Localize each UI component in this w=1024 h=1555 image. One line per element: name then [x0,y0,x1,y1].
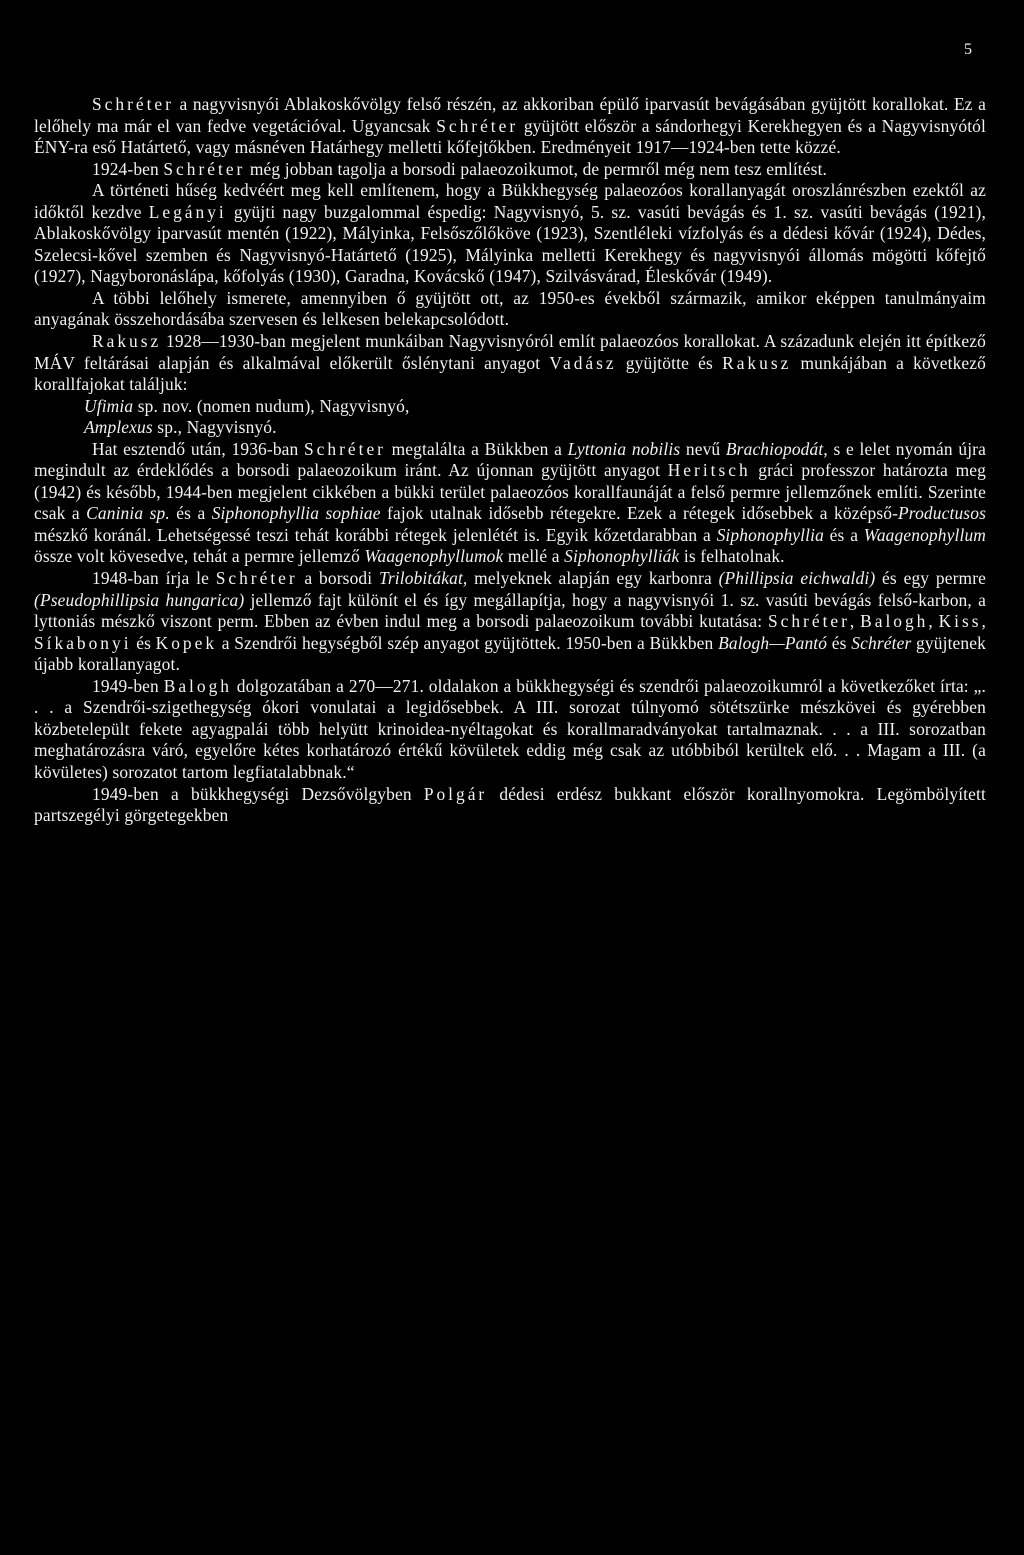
text-run: , [928,611,939,632]
text-run: megtalálta a Bükkben a [385,438,568,459]
text-run: és [827,632,852,653]
text-run: össze volt kövesedve, tehát a permre jellemző [34,546,365,567]
text-run: dédesi erdész bukkant először korallnyomokra. Legömbölyített partszegélyi görgetegekben [34,783,986,826]
author-name: Síkabonyi [34,632,132,653]
text-run: dolgozatában a 270—271. oldalakon a bükkhegységi és szendrői palaeozoikumról a következőket írta: „. . . a Szendrői-szigethegység ókori vonulatai a legidősebbek. A III. sorozat túlnyomó sötétszürke mészkövei és gyérebben közbetelepült fekete agyagpalái több helyütt krinoideа-nyéltagokat és korallmaradványokat tartalmaznak. . . a III. sorozatban meghatározásra váró, egyelőre kétes korhatározó értékű kövületek eddig még csak az utóbbiból kerültek elő. . . Magam a III. (a kövületes) sorozatot tartom legfiatalabbnak.“ [34,675,986,782]
paragraph [34,159,986,181]
paragraph [34,676,986,784]
text-run: gráci professzor határozta meg (1942) és később, 1944-ben megjelent cikkében a bükki terület palaeozóos korallfaunáját a felső permre jellemzőnek említi. Szerinte csak a [34,460,986,524]
author-name: Schréter [767,611,850,632]
text-run: , s e lelet nyomán újra megindult az érdeklődés a borsodi palaeozoikum iránt. Az újonnan gyüjtött anyagot [34,438,986,481]
text-run: A történeti hűség kedvéért meg kell említenem, hogy a Bükkhegység palaeozóos korallanyagát oroszlánrészben ezektől az időktől kezdve [34,180,986,222]
text-run: melyeknek alapján egy karbonra [467,568,719,589]
taxon-name: Productusos [898,503,986,524]
page-number: 5 [964,41,972,58]
taxon-name: Brachiopodát [725,438,824,459]
taxon-name: Siphonophyllia sophiae [211,503,381,524]
taxon-name: Amplexus [84,417,153,438]
author-name: Balogh [163,675,232,696]
taxon-name: (Phillipsia eichwaldi) [718,568,876,589]
text-run: is felhatolnak. [679,546,785,567]
author-name: Schréter [304,438,386,459]
text-run: 1949-ben a bükkhegységi Dezsővölgyben [92,783,424,804]
text-run: , [849,611,861,632]
text-run: Hat esztendő után, 1936-ban [92,438,305,459]
paragraph [34,331,986,396]
author-name: Schréter [92,94,174,114]
text-run: és egy permre [875,568,987,589]
taxon-name: Schréter [851,632,912,653]
text-run: gyüjtenek újabb korallanyagot. [34,632,986,675]
text-run: még jobban tagolja a borsodi palaeozoikumot, de permről még nem tesz említést. [245,158,828,179]
taxon-name: Siphonophyllia [716,524,824,545]
author-name: Heritsch [667,460,751,481]
text-run: jellemző fajt különít el és így megállapítja, hogy a nagyvisnyói 1. sz. vasúti bevágás felső-karbon, a lyttoniás mészkő viszont perm. Ebben az évben indul meg a borsodi palaeozoikum további kutatása: [34,589,986,632]
author-name: Balogh [860,611,929,632]
taxon-name: Waagenophyllumok [364,546,504,567]
text-run: mellé a [503,546,565,567]
paragraph [34,439,986,568]
text-run: 1924-ben [92,158,164,179]
taxon-name: (Pseudophillipsia hungarica) [34,589,245,610]
species-entry [34,396,986,418]
text-run: a Szendrői hegységből szép anyagot gyüjtöttek. 1950-ben a Bükkben [217,632,719,653]
text-run: a nagyvisnyói Ablakoskővölgy felső részén, az akkoriban épülő iparvasút bevágásában gyüjtött korallokat. Ez a lelőhely ma már el van fedve vegetációval. Ugyancsak [34,94,986,136]
author-name: Rakusz [722,352,792,373]
taxon-name: Waagenophyllum [863,524,986,545]
text-run: és a [169,503,212,524]
author-name: Legányi [148,201,227,222]
paragraph [34,568,986,676]
author-name: Vadász [549,352,617,373]
text-run: gyüjti nagy buzgalommal éspedig: Nagyvisnyó, 5. sz. vasúti bevágás és 1. sz. vasúti bevágás (1921), Ablakoskővölgy iparvasút mentén (1922), Mályinka, Felsőszőlőköve (1923), Szentléleki vízfolyás és a dédesi kővár (1924), Dédes, Szelecsi-kővel szemben és Nagyvisnyó-Határtető (1925), Mályinka melletti Kerekhegy és nagyvisnyói állomás mögötti kőfejtő (1927), Nagyboronáslápa, kőfolyás (1930), Garadna, Kovácskő (1947), Szilvásvárad, Éleskővár (1949). [34,201,986,287]
paragraph [34,94,986,159]
text-run: sp., Nagyvisnyó. [152,417,277,438]
text-run: munkájában a következő korallfajokat találjuk: [34,352,986,395]
taxon-name: Balogh—Pantó [718,632,828,653]
paragraph [34,288,986,331]
author-name: Schréter [163,158,246,179]
taxon-name: Ufimia [84,395,134,416]
text-run: 1928—1930-ban megjelent munkáiban Nagyvisnyóról említ palaeozóos korallokat. A századunk elején itt építkező MÁV feltárásai alapján és alkalmával előkerült őslénytani anyagot [34,331,986,373]
text-run: és [131,632,156,653]
taxon-name: Trilobitákat, [378,568,468,589]
text-run: sp. nov. (nomen nudum), Nagyvisnyó, [133,395,410,416]
text-run: mészkő koránál. Lehetségessé teszi tehát korábbi rétegek jelenlétét is. Egyik kőzetdarabban a [34,524,717,545]
text-run: és a [823,524,864,545]
species-entry [34,417,986,439]
text-run: a borsodi [297,568,379,589]
text-run: nevű [680,438,726,459]
taxon-name: Caninia sp. [86,503,170,524]
author-name: Polgár [423,783,488,804]
text-run: fajok utalnak idősebb rétegekre. Ezek a rétegek idősebbek a középső- [380,503,899,524]
text-run: 1949-ben [92,675,164,696]
paragraph [34,180,986,288]
text-run: , [981,611,987,632]
text-run: gyüjtött először a sándorhegyi Kerekhegyen és a Nagyvisnyótól ÉNY-ra eső Határtető, vagy másnéven Határhegy melletti kőfejtőkben. Eredményeit 1917—1924-ben tette közzé. [34,115,986,158]
author-name: Kiss [938,611,982,632]
author-name: Kopek [155,632,218,653]
taxon-name: Lyttonia nobilis [567,438,681,459]
author-name: Schréter [215,568,298,589]
text-run: A többi lelőhely ismerete, amennyiben ő gyüjtött ott, az 1950-es évekből származik, amikor eképpen tanulmányaim anyagának összehordásába szervesen és lelkesen belekapcsolódott. [34,287,986,330]
author-name: Rakusz [92,331,162,352]
taxon-name: Siphonophylliák [564,546,680,567]
paragraph [34,784,986,827]
text-run: 1948-ban írja le [92,568,216,589]
text-body [34,94,986,827]
text-run: gyüjtötte és [616,352,723,373]
author-name: Schréter [436,115,519,136]
